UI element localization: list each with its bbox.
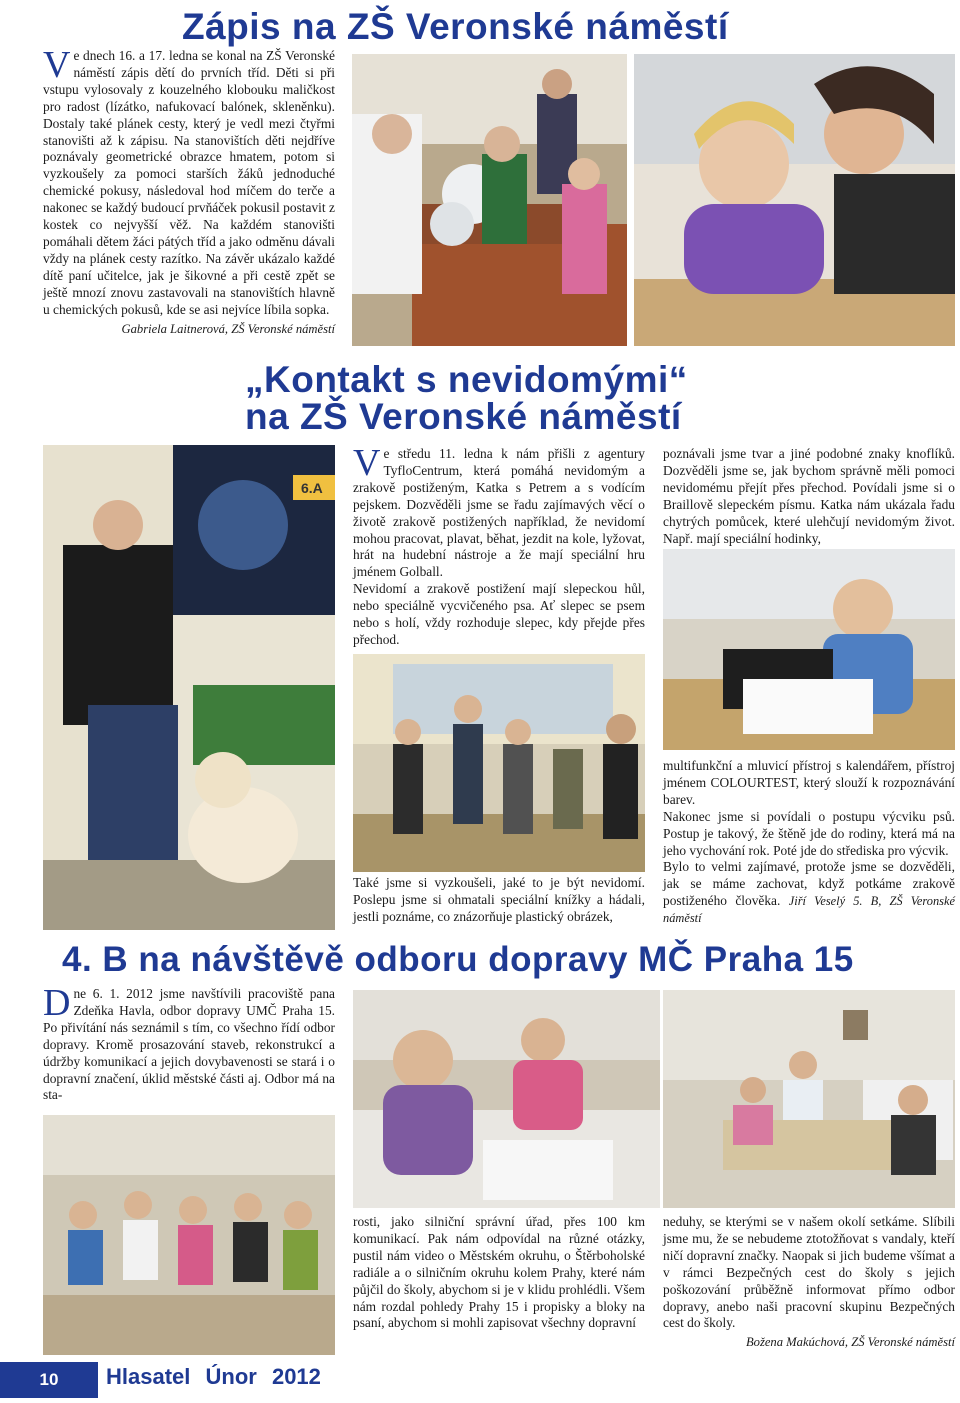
- article2-col2-bottom-p1: multifunkční a mluvicí přístroj s kalendářem, přístroj jménem COLOURTEST, který slouží k rozpoznávání barev.: [663, 758, 955, 807]
- photo-guide-with-dog: [43, 445, 335, 930]
- photo-office-visit: [663, 990, 955, 1208]
- photo-boy-braille: [663, 549, 955, 750]
- article2-title-line1: „Kontakt s nevidomými“: [245, 359, 688, 400]
- article3-col3-text: neduhy, se kterými se v našem okolí setkáme. Slíbili jsme mu, že se nebudeme ztotožňovat s vandaly, kteří ničí dopravní značky. Naopak si jich budeme všímat a v rámci Bezpečných cest do školy s jejich poškozování průběžně informovat přímo odbor dopravy, anebo naši pracovní skupinu Bezpečných cest do školy.: [663, 1214, 955, 1331]
- article2-col2-bottom-p2: Nakonec jsme si povídali o postupu výcviku psů. Postup je takový, že štěně jde do rodiny, která má na jeho vychování rok. Poté jde do střediska pro výcvik.: [663, 808, 955, 858]
- article1-title: Zápis na ZŠ Veronské náměstí: [182, 6, 729, 47]
- article2-col1-lead: e středu 11. ledna k nám přišli z agentury TyfloCentrum, která pomáhá nevidomým a zrakově postiženým, Katka s Petrem a s vodícím pejskem. Dozvěděli jsme se řadu zajímavých věcí o životě zrakově postižených například, že nevidomí mohou pracovat, plavat, běhat, jezdit na kole, lyžovat, hrát na hudební nástroje a že mají speciální hru jménem Golball.: [353, 446, 645, 580]
- article2-title-line2: na ZŠ Veronské náměstí: [245, 396, 682, 437]
- article2-signature: Jiří Veselý 5. B, ZŠ Veronské náměstí: [663, 894, 955, 926]
- article3-signature: Božena Makúchová, ZŠ Veronské náměstí: [745, 1335, 955, 1350]
- article1-dropcap: V: [43, 44, 71, 86]
- photo-chemistry-station: [352, 54, 627, 346]
- article3-dropcap: D: [43, 982, 71, 1024]
- article2-col1-para2: Nevidomí a zrakově postižení mají slepeckou hůl, nebo speciálně vycvičeného psa. Ať slepec se psem nebo s holí, vždy rozhoduje slepec, kdy přejde přes přechod.: [353, 581, 645, 647]
- article2-col2-bottom-p3: Bylo to velmi zajímavé, protože jsme se dozvěděli, jak se máme zachovat, když potkáme zrakově postiženého člověka.: [663, 859, 955, 909]
- footer-magazine: Hlasatel: [106, 1364, 191, 1389]
- footer-masthead: [106, 1364, 321, 1390]
- article2-column1: [353, 442, 645, 649]
- article2-column2-top: poznávali jsme tvar a jiné podobné znaky knoflíků. Dozvěděli jsme se, jak bychom správně měli pomoci nevidomému přejít přes přechod. Povídali jsme si o Braillově slepeckém písmu. Katka nám ukázala řadu chytrých pomůcek, které ulehčují nevidomým život. Např. mají speciální hodinky,: [663, 446, 955, 546]
- article1-text: e dnech 16. a 17. ledna se konal na ZŠ Veronské náměstí zápis dětí do prvních tříd. Děti si při vstupu vylosovaly z kouzelného klobouku maličkost pro radost (lízátko, nafukovací balónek, skleněnku). Dostaly také plánek cesty, který je vedl mezi čtyřmi stanovišti až k zápisu. Na stanovištích děti nejdříve poznávaly geometrické obrazce hmatem, potom si vyzkoušely za pomoci starších žáků jednoduché chemické pokusy, následoval hod míčem do terče a nakonec se každý budoucí prvňáček pokusil postavit z kostek co nejvyšší věž. Na každém stanovišti pomáhali dětem žáci pátých tříd a jako odměnu dávali vždy na plánek cesty razítko. Na závěr ukázalo každé dítě paní učitelce, jak je šikovné a při cestě zpět se ještě mnozí znovu zastavovali na stanovištích hlavně u chemických pokusů, kde se asi nejvíce líbila sopka.: [43, 48, 335, 317]
- photo-class-group: [43, 1115, 335, 1355]
- article1-body: [43, 44, 335, 337]
- footer-issue: Únor 2012: [205, 1364, 321, 1389]
- article2-dropcap: V: [353, 442, 381, 484]
- photo-girls-reading: [353, 990, 660, 1208]
- article3-col1-text: ne 6. 1. 2012 jsme navštívili pracoviště pana Zdeňka Havla, odbor dopravy UMČ Praha 15. Po přivítání nás seznámil s tím, co všechno řídí odbor dopravy. Kromě prosazování staveb, rekonstrukcí a údržby komunikací a jejich dovybavenosti se stará i o dopravní značení, úklid městské části aj. Odbor má na sta-: [43, 986, 335, 1103]
- article1-signature: Gabriela Laitnerová, ZŠ Veronské náměstí: [121, 321, 335, 336]
- article3-title: 4. B na návštěvě odboru dopravy MČ Praha 15: [62, 940, 854, 979]
- photo-sign-6a: 6.A: [301, 480, 323, 496]
- article3-column2: rosti, jako silniční správní úřad, přes 100 km komunikací. Pak nám odpovídal na různé otázky, pustil nám video o Městském okruhu, o Štěrboholské radiále a o silničním okruhu kolem Prahy, které nám půjčil do školy, abychom si je v klidu prohlédli. Všem nám rozdal pohledy Prahy 15 i propisky a bloky na psaní, abychom si mohli zapisovat všechny dopravní: [353, 1214, 645, 1331]
- article2-column2-bottom: [663, 758, 955, 927]
- article3-column1: [43, 982, 335, 1104]
- photo-blindfolded-children: [353, 654, 645, 872]
- page-number: 10: [0, 1362, 98, 1398]
- article2-column-mid-bottom: Také jsme si vyzkoušeli, jaké to je být nevidomí. Poslepu jsme si ohmatali speciální knížky a hádali, jestli poznáme, co znázorňuje plastický obrázek,: [353, 875, 645, 924]
- photo-girl-drawing: [634, 54, 955, 346]
- article3-column3: [663, 1214, 955, 1351]
